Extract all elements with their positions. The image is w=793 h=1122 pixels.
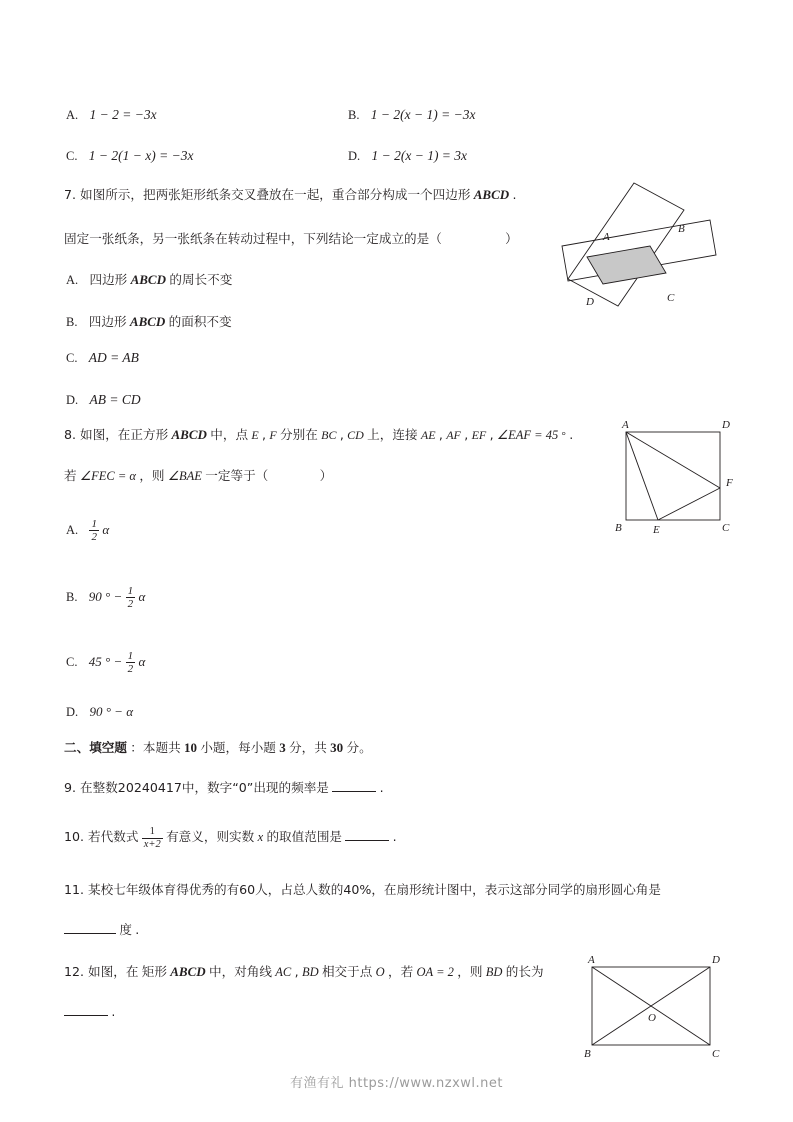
q6-option-a — [66, 105, 157, 125]
q11-stem-line2 — [64, 920, 139, 940]
q7-option-b-label: B. — [66, 315, 78, 329]
q8-figure-label-e: E — [653, 524, 660, 535]
q8-option-b — [66, 585, 145, 610]
q7-figure-label-d: D — [586, 296, 594, 308]
q8-stem-19: ° — [561, 430, 566, 442]
watermark: 有渔有礼 https://www.nzxwl.net — [289, 1076, 504, 1091]
q8-option-c-fraction — [126, 650, 136, 675]
q12-answer-blank[interactable] — [64, 1003, 108, 1016]
q8-option-c-head: 45 ° − — [88, 654, 123, 670]
q6-option-c-text: 1 − 2(1 − x) = −3x — [88, 148, 194, 163]
q8-stem-15: , — [464, 427, 469, 442]
q8-option-b-fraction — [126, 585, 136, 610]
q8-stem-5: , — [262, 427, 267, 442]
q8-stem2-2: ∠FEC = α — [79, 469, 136, 483]
q8-option-b-tail: α — [138, 589, 146, 605]
q7-option-d — [66, 390, 141, 410]
q12-figure-label-a: A — [588, 955, 595, 966]
q12-stem-line2 — [64, 1002, 115, 1022]
q12-stem-9: O — [375, 965, 385, 979]
q10-stem — [64, 826, 397, 850]
q8-stem-9: , — [339, 427, 344, 442]
q7-option-b — [66, 312, 232, 332]
q6-option-d — [348, 146, 467, 166]
q11-line1: 11. 某校七年级体育得优秀的有60人，占总人数的40%，在扇形统计图中，表示这部分同学的扇形圆心角是 — [64, 882, 661, 897]
q8-option-b-head: 90 ° − — [88, 589, 123, 605]
section2-heading-7: 30 — [330, 740, 344, 755]
q6-option-b-text: 1 − 2(x − 1) = −3x — [370, 107, 476, 122]
q12-period: . — [111, 1004, 116, 1019]
q12-stem-8: 相交于点 — [321, 964, 373, 979]
q8-option-d — [66, 702, 133, 722]
section2-heading-2: ：本题共 — [130, 740, 181, 755]
q12-stem-13: BD — [485, 965, 503, 979]
q7-stem-line1 — [64, 185, 517, 205]
q8-stem-1: 8. 如图，在正方形 — [64, 427, 169, 442]
q12-figure-label-d: D — [712, 955, 720, 966]
q8-stem-17: , — [489, 427, 494, 442]
q8-option-d-label: D. — [66, 705, 79, 719]
q12-stem-5: AC — [275, 965, 292, 979]
q8-option-c-tail: α — [138, 654, 146, 670]
q7-stem-line1-text: 7. 如图所示，把两张矩形纸条交叉叠放在一起，重合部分构成一个四边形 — [64, 187, 471, 202]
q8-figure-label-a: A — [622, 420, 629, 431]
section2-heading-6: 分，共 — [289, 740, 327, 755]
section2-heading-5: 3 — [279, 740, 286, 755]
q6-option-b — [348, 105, 475, 125]
q8-stem2-3: ，则 — [139, 468, 165, 483]
q8-option-b-den: 2 — [127, 598, 134, 611]
q8-stem2-4: ∠BAE — [167, 469, 202, 483]
q12-stem-1: 12. 如图，在 — [64, 964, 139, 979]
q8-option-c-den: 2 — [127, 663, 134, 676]
q6-option-a-text: 1 − 2 = −3x — [89, 107, 157, 122]
q8-figure — [610, 420, 740, 535]
q7-option-b-text-1: 四边形 — [88, 314, 127, 329]
q8-stem-20: . — [569, 427, 574, 442]
q8-stem-6: F — [269, 428, 277, 442]
q8-option-a-fraction — [89, 518, 99, 543]
q8-option-c-num: 1 — [127, 650, 134, 662]
q12-figure-label-c: C — [712, 1048, 720, 1060]
q8-figure-label-f: F — [726, 477, 733, 489]
q6-option-a-label: A. — [66, 108, 79, 122]
q7-option-c-label: C. — [66, 351, 78, 365]
q6-option-d-label: D. — [348, 149, 361, 163]
q8-stem-line1 — [64, 425, 573, 445]
q7-option-d-label: D. — [66, 393, 79, 407]
q9-text: 9. 在整数20240417中，数字“0”出现的频率是 — [64, 780, 329, 795]
q12-stem-7: BD — [301, 965, 319, 979]
q10-period: . — [392, 828, 397, 844]
q8-stem-4: E — [251, 428, 259, 442]
q8-option-a-num: 1 — [91, 518, 97, 530]
q8-stem2-5: 一定等于（ — [205, 468, 269, 483]
q6-option-b-label: B. — [348, 108, 360, 122]
section2-heading-4: 小题，每小题 — [200, 740, 276, 755]
q7-stem-line1-period: . — [512, 187, 517, 202]
q7-option-b-text-2: ABCD — [129, 314, 166, 329]
q10-fraction-num: 1 — [142, 826, 163, 839]
q7-stem-line2 — [64, 229, 518, 249]
q10-answer-blank[interactable] — [345, 828, 389, 841]
q8-stem2-1: 若 — [64, 468, 77, 483]
q7-figure-label-c: C — [667, 292, 675, 304]
q12-stem-14: 的长为 — [505, 964, 544, 979]
q8-option-a — [66, 518, 109, 543]
q12-stem-10: ，若 — [388, 964, 414, 979]
q8-stem-11: 上，连接 — [367, 427, 418, 442]
q8-stem-14: AF — [446, 428, 461, 442]
q9-period: . — [379, 780, 384, 795]
q7-option-d-text: AB = CD — [89, 392, 141, 407]
q6-option-d-text: 1 − 2(x − 1) = 3x — [371, 148, 468, 163]
q12-stem-4: 中，对角线 — [209, 964, 272, 979]
q8-stem-18: ∠EAF = 45 — [496, 428, 559, 442]
q8-stem2-6: ） — [319, 468, 333, 483]
q8-stem-2: ABCD — [171, 427, 207, 442]
q6-option-c — [66, 146, 193, 166]
q12-figure-label-b: B — [584, 1048, 591, 1060]
q10-text-3: x — [257, 829, 264, 844]
q10-text-2: 有意义，则实数 — [166, 828, 255, 844]
q8-option-b-label: B. — [66, 590, 78, 605]
q6-option-c-label: C. — [66, 149, 78, 163]
q10-text-1: 10. 若代数式 — [64, 828, 139, 844]
q7-stem-line1-quad: ABCD — [473, 187, 510, 202]
q8-stem-8: BC — [321, 428, 337, 442]
q7-figure — [556, 180, 736, 330]
q8-option-b-num: 1 — [127, 585, 134, 597]
q7-figure-label-b: B — [678, 223, 685, 235]
q12-figure — [578, 955, 728, 1065]
q12-stem-3: ABCD — [170, 964, 206, 979]
q11-answer-blank[interactable] — [64, 921, 116, 934]
q8-option-a-tail: α — [102, 522, 110, 538]
q8-option-c — [66, 650, 145, 675]
q8-option-d-text: 90 ° − α — [89, 704, 134, 719]
q7-option-c — [66, 348, 139, 368]
q10-text-4: 的取值范围是 — [266, 828, 343, 844]
q7-option-a — [66, 270, 232, 290]
q8-option-c-label: C. — [66, 655, 78, 670]
q9-answer-blank[interactable] — [332, 779, 376, 792]
q8-figure-label-b: B — [615, 522, 622, 534]
q8-stem-10: CD — [347, 428, 364, 442]
q7-option-c-text: AD = AB — [88, 350, 139, 365]
section2-heading-1: 二、填空题 — [64, 740, 127, 755]
q8-figure-label-d: D — [722, 420, 730, 431]
q7-option-a-label: A. — [66, 273, 79, 287]
q7-option-a-text-3: 的周长不变 — [169, 272, 233, 287]
q8-stem-7: 分别在 — [280, 427, 318, 442]
section2-heading-3: 10 — [184, 740, 197, 755]
q12-stem-12: ，则 — [457, 964, 483, 979]
section2-heading — [64, 738, 372, 758]
q12-figure-label-o: O — [648, 1012, 656, 1024]
q11-period: . — [135, 922, 140, 937]
q7-option-a-text-2: ABCD — [130, 272, 166, 287]
q8-stem-13: , — [438, 427, 443, 442]
q8-figure-label-c: C — [722, 522, 730, 534]
q8-stem-3: 中，点 — [210, 427, 249, 442]
q12-stem-11: OA = 2 — [416, 965, 454, 979]
q7-figure-label-a: A — [603, 231, 610, 243]
q7-option-a-text-1: 四边形 — [89, 272, 128, 287]
section2-heading-8: 分。 — [346, 740, 372, 755]
q12-stem-6: , — [294, 964, 299, 979]
q9-stem — [64, 778, 384, 798]
q8-option-a-label: A. — [66, 523, 79, 538]
q11-unit: 度 — [119, 922, 132, 937]
q7-stem-line2-text: 固定一张纸条，另一张纸条在转动过程中，下列结论一定成立的是（ — [64, 231, 442, 246]
q11-stem-line1 — [64, 880, 661, 900]
q12-stem-2: 矩形 — [141, 964, 167, 979]
q8-option-a-den: 2 — [91, 531, 97, 544]
q7-stem-line2-paren: ） — [505, 231, 518, 246]
q7-option-b-text-3: 的面积不变 — [168, 314, 232, 329]
q8-stem-line2 — [64, 466, 332, 486]
q8-stem-12: AE — [420, 428, 436, 442]
q10-fraction — [142, 826, 163, 850]
q12-stem-line1 — [64, 962, 544, 982]
q8-stem-16: EF — [471, 428, 487, 442]
q10-fraction-den: x+2 — [143, 838, 161, 850]
